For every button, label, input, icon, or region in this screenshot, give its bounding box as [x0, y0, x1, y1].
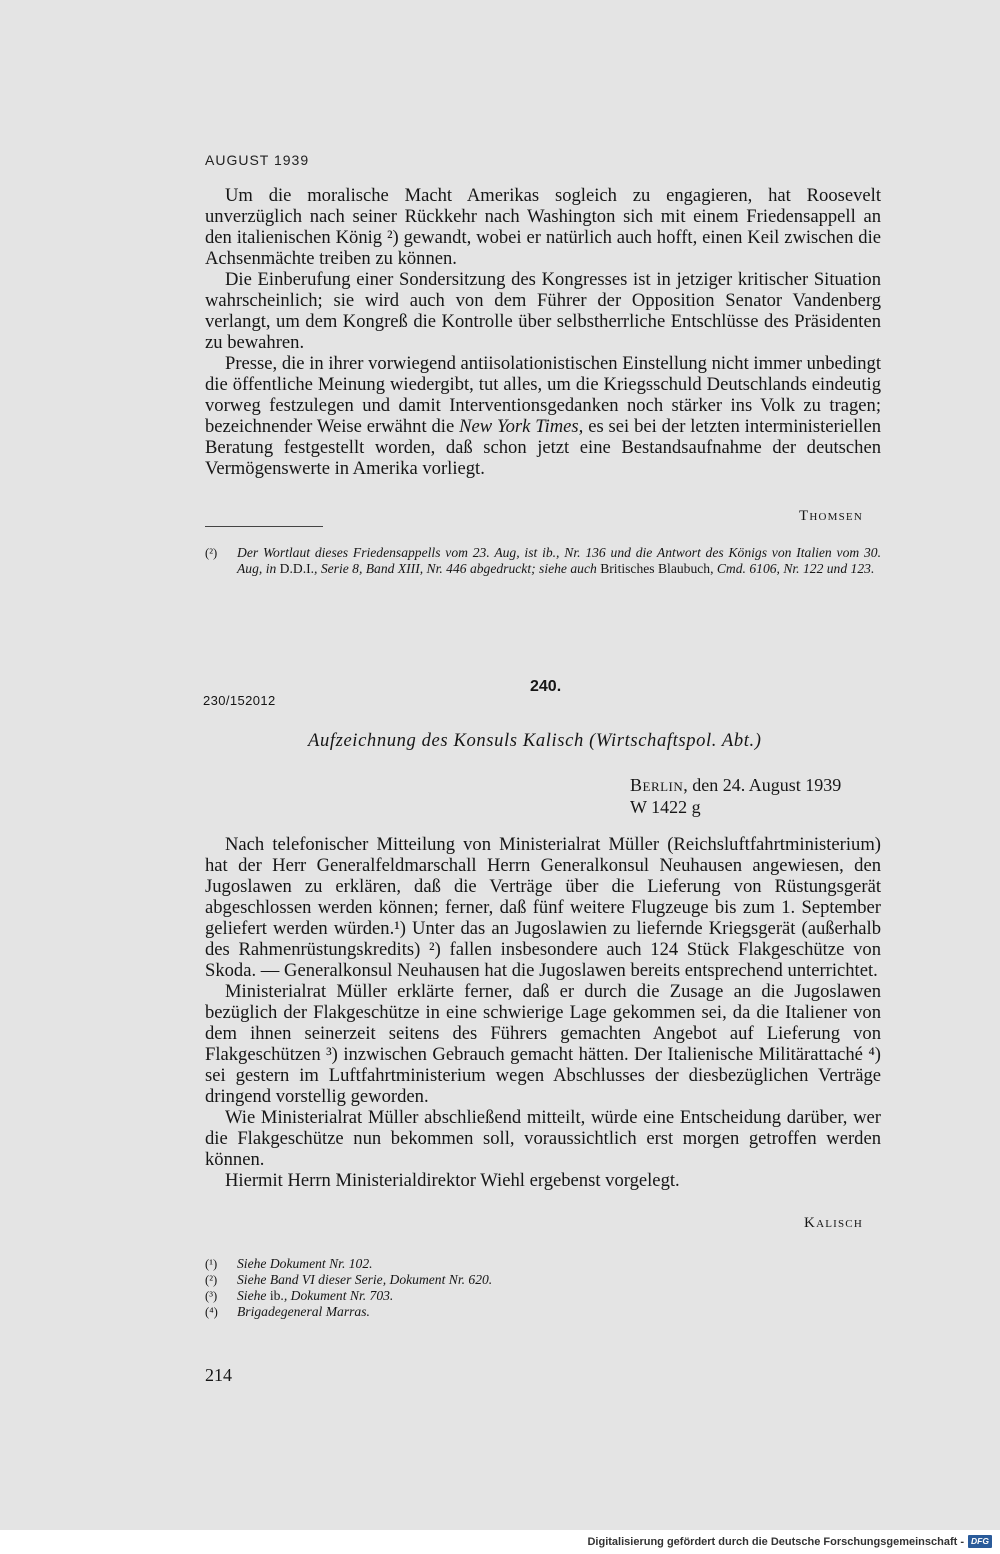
paragraph-kongress: Die Einberufung einer Sondersitzung des Kongresses ist in jetziger kritischer Situation wahrscheinlich; sie wird auch von dem Führer der Opposition Senator Vandenberg verlangt, um dem Kongreß die Kontrolle über selbstherrliche Entschlüsse des Präsidenten zu bewahren. — [205, 269, 881, 353]
footnote-item — [205, 1304, 881, 1320]
reference-code: W 1422 g — [630, 797, 701, 817]
footnote-text — [237, 545, 881, 577]
document-number: 240. — [530, 678, 562, 695]
footnote-mark: (⁴) — [205, 1305, 218, 1319]
place-and-date — [630, 774, 841, 818]
main-text-block — [205, 834, 881, 1191]
footnote-text-part: Britisches Blaubuch, — [600, 561, 714, 576]
footnote-text — [237, 1272, 881, 1288]
footnotes-bottom — [205, 1256, 881, 1320]
paragraph-vorgelegt: Hiermit Herrn Ministerialdirektor Wiehl ergebenst vorgelegt. — [225, 1170, 680, 1191]
footnote-item — [205, 1288, 881, 1304]
footnote-text-part: Siehe Band VI dieser Serie, Dokument Nr. 620. — [237, 1272, 493, 1287]
paragraph-presse — [205, 353, 881, 479]
footnote-text — [237, 1304, 881, 1320]
press-text-after: es sei bei der letzten interministeriellen Beratung festgestellt worden, daß schon jetzt eine Bestandsaufnahme der deutschen Vermögenswerte in Amerika vorliegt. — [205, 416, 881, 479]
page-number: 214 — [205, 1365, 232, 1385]
footnote-text-part: Der Wortlaut dieses Friedensappells vom 23. Aug, ist ib., Nr. 136 und die Antwort des Königs von Italien vom 30. Aug, in — [237, 545, 881, 576]
footnote-text-part: ib. — [269, 1288, 284, 1303]
funding-note: Digitalisierung gefördert durch die Deutsche Forschungsgemeinschaft - — [587, 1536, 964, 1548]
footnote-mark: (³) — [205, 1289, 218, 1303]
paragraph-entscheidung: Wie Ministerialrat Müller abschließend mitteilt, würde eine Entscheidung darüber, wer die Flakgeschütze nun bekommen soll, voraussichtlich erst morgen getroffen werden können. — [205, 1107, 881, 1170]
paragraph-roosevelt: Um die moralische Macht Amerikas sogleich zu engagieren, hat Roosevelt unverzüglich nach seiner Rückkehr nach Washington sich mit einem Friedensappell an den italienischen König ²) gewandt, wobei er natürlich auch hofft, einen Keil zwischen die Achsenmächte treiben zu können. — [205, 185, 881, 269]
place: Berlin — [630, 775, 684, 795]
footnote-text-part: Brigadegeneral Marras. — [237, 1304, 370, 1319]
signature-thomsen: Thomsen — [798, 508, 863, 524]
footnote-text-part: Cmd. 6106, Nr. 122 und 123. — [713, 561, 875, 576]
top-text-block — [205, 185, 881, 479]
running-header: AUGUST 1939 — [205, 152, 310, 168]
footnote-item — [205, 1256, 881, 1272]
footnote-item — [205, 1272, 881, 1288]
paragraph-flakgeschuetze: Ministerialrat Müller erklärte ferner, daß er durch die Zusage an die Jugoslawen bezüglich der Flakgeschütze in eine schwierige Lage gekommen sei, da die Italiener von dem ihnen seinerzeit seitens des Führers gemachten Angebot auf Lieferung von Flakgeschützen ³) inzwischen Gebrauch gemacht hätten. Der Italienische Militärattaché ⁴) sei gestern im Luftfahrtministerium wegen Abschlusses der diesbezüglichen Verträge dringend vorstellig geworden. — [205, 981, 881, 1107]
footnote-mark: (¹) — [205, 1257, 218, 1271]
footnote-text — [237, 1256, 881, 1272]
footnote-divider-top — [205, 526, 323, 527]
footnote-text-part: , Dokument Nr. 703. — [283, 1288, 394, 1303]
footnote-text-part: , Serie 8, Band XIII, Nr. 446 abgedruckt; siehe auch — [314, 561, 601, 576]
footnote-text — [237, 1288, 881, 1304]
dfg-logo: DFG — [968, 1535, 992, 1548]
file-reference: 230/152012 — [203, 693, 276, 708]
date: , den 24. August 1939 — [683, 775, 842, 795]
footnote-mark: (²) — [205, 1273, 218, 1287]
footnote-mark: (²) — [205, 546, 218, 560]
footnote-text-part: Siehe Dokument Nr. 102. — [237, 1256, 373, 1271]
signature-kalisch: Kalisch — [804, 1215, 863, 1231]
press-newspaper-title: New York Times, — [459, 416, 584, 437]
press-text-before: Presse, die in ihrer vorwiegend antiisolationistischen Einstellung nicht immer unbedingt die öffentliche Meinung wiedergibt, tut alles, um die Kriegsschuld Deutschlands eindeutig vorweg festzulegen und damit Interventionsgedanken noch stärker ins Volk zu tragen; bezeichnender Weise erwähnt die — [205, 353, 881, 437]
paragraph-mitteilung: Nach telefonischer Mitteilung von Ministerialrat Müller (Reichsluftfahrtministerium) hat der Herr Generalfeldmarschall Herrn Generalkonsul Neuhausen angewiesen, den Jugoslawen zu erklären, daß die Verträge über die Lieferung von Rüstungsgerät abgeschlossen werden können; ferner, daß fünf weitere Flugzeuge bis zum 1. September geliefert werden würden.¹) Unter das an Jugoslawien zu liefernde Kriegsgerät (außerhalb des Rahmenrüstungskredits) ²) fallen insbesondere auch 124 Stück Flakgeschütze von Skoda. — Generalkonsul Neuhausen hat die Jugoslawen bereits entsprechend unterrichtet. — [205, 834, 881, 981]
document-title: Aufzeichnung des Konsuls Kalisch (Wirtschaftspol. Abt.) — [308, 730, 762, 751]
footnote-text-part: Siehe — [237, 1288, 270, 1303]
footnote-top — [205, 545, 881, 577]
footnote-text-part: D.D.I. — [279, 561, 315, 576]
